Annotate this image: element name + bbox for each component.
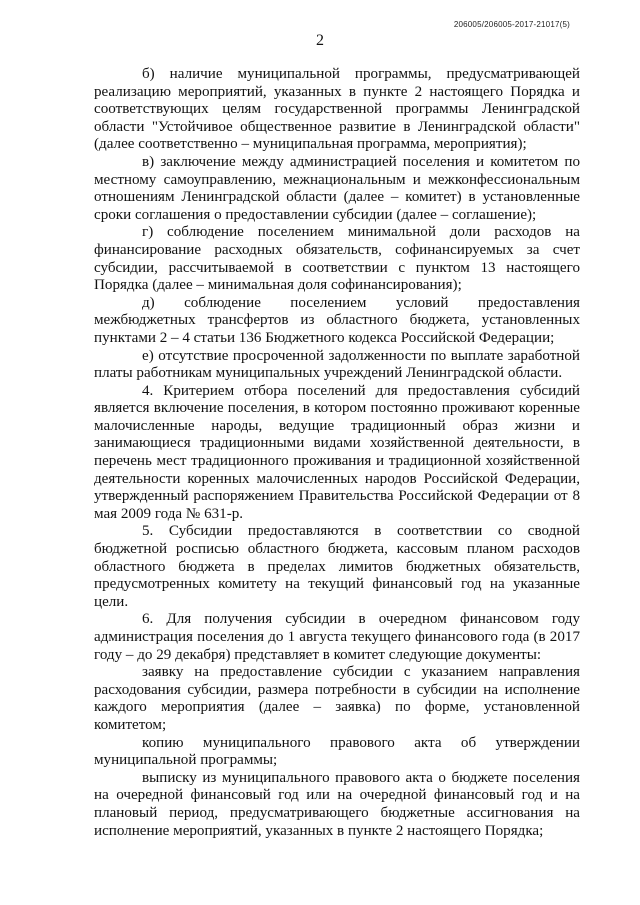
paragraph-program-copy: копию муниципального правового акта об утверждении муниципальной программы; — [94, 734, 580, 769]
document-code: 206005/206005-2017-21017(5) — [453, 20, 570, 29]
paragraph-b: б) наличие муниципальной программы, предусматривающей реализацию мероприятий, указанных в пункте 2 настоящего Порядка и соответствующих целям государственной программы Ленинградской области "Устойчивое общественное развитие в Ленинградской области" (далее соответственно – муниципальная программа, мероприятия); — [94, 66, 580, 153]
paragraph-e: е) отсутствие просроченной задолженности по выплате заработной платы работникам муниципальных учреждений Ленинградской области. — [94, 347, 580, 382]
paragraph-6: 6. Для получения субсидии в очередном финансовом году администрация поселения до 1 августа текущего финансового года (в 2017 году – до 29 декабря) представляет в комитет следующие документы: — [94, 611, 580, 663]
paragraph-d: д) соблюдение поселением условий предоставления межбюджетных трансфертов из областного бюджета, установленных пунктами 2 – 4 статьи 136 Бюджетного кодекса Российской Федерации; — [94, 294, 580, 346]
paragraph-4: 4. Критерием отбора поселений для предоставления субсидий является включение поселения, в котором постоянно проживают коренные малочисленные народы, ведущие традиционный образ жизни и занимающиеся традиционными видами хозяйственной деятельности, в перечень мест традиционного проживания и традиционной хозяйственной деятельности коренных малочисленных народов Российской Федерации, утвержденный распоряжением Правительства Российской Федерации от 8 мая 2009 года № 631-р. — [94, 382, 580, 522]
paragraph-g: г) соблюдение поселением минимальной доли расходов на финансирование расходных обязательств, софинансируемых за счет субсидии, рассчитываемой в соответствии с пунктом 13 настоящего Порядка (далее – минимальная доля софинансирования); — [94, 224, 580, 294]
paragraph-application: заявку на предоставление субсидии с указанием направления расходования субсидии, размера потребности в субсидии на исполнение каждого мероприятия (далее – заявка) по форме, установленной комитетом; — [94, 664, 580, 733]
paragraph-5: 5. Субсидии предоставляются в соответствии со сводной бюджетной росписью областного бюджета, кассовым планом расходов областного бюджета в пределах лимитов бюджетных обязательств, предусмотренных комитету на текущий финансовый год на указанные цели. — [94, 523, 580, 610]
paragraph-budget-extract: выписку из муниципального правового акта о бюджете поселения на очередной финансовый год или на очередной финансовый год и на плановый период, предусматривающего бюджетные ассигнования на исполнение мероприятий, указанных в пункте 2 настоящего Порядка; — [94, 769, 580, 839]
paragraph-v: в) заключение между администрацией поселения и комитетом по местному самоуправлению, межнациональным и межконфессиональным отношениям Ленинградской области (далее – комитет) в установленные сроки соглашения о предоставлении субсидии (далее – соглашение); — [94, 153, 580, 223]
page-number: 2 — [316, 32, 324, 49]
document-body — [94, 66, 580, 840]
